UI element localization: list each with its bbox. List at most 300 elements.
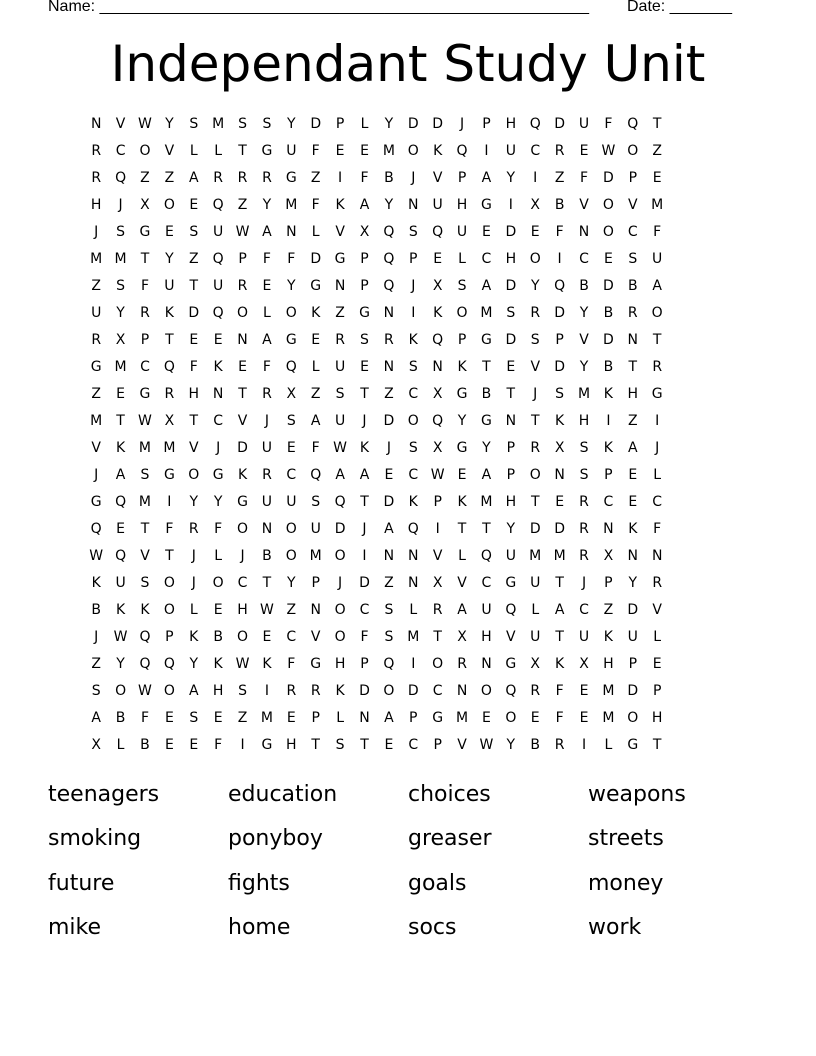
- grid-letter: G: [359, 305, 370, 321]
- grid-letter: C: [481, 575, 492, 591]
- grid-letter: M: [114, 359, 127, 375]
- grid-letter: L: [189, 143, 198, 159]
- grid-letter: D: [432, 116, 444, 132]
- grid-letter: Y: [506, 521, 516, 537]
- grid-letter: O: [334, 602, 346, 618]
- grid-row: [84, 249, 732, 276]
- grid-letter: Y: [287, 278, 296, 294]
- grid-letter: K: [408, 332, 418, 348]
- grid-letter: N: [90, 116, 102, 132]
- grid-letter: S: [506, 305, 516, 321]
- grid-letter: P: [165, 629, 174, 645]
- grid-letter: S: [579, 440, 589, 456]
- grid-letter: J: [581, 575, 587, 591]
- grid-letter: K: [555, 413, 565, 429]
- grid-letter: K: [628, 521, 638, 537]
- grid-letter: C: [627, 224, 638, 240]
- grid-letter: Q: [432, 224, 444, 240]
- grid-letter: J: [411, 278, 416, 294]
- grid-letter: I: [533, 170, 538, 186]
- grid-letter: K: [457, 494, 467, 510]
- grid-row: [84, 654, 732, 681]
- grid-letter: T: [652, 332, 662, 348]
- grid-letter: B: [481, 386, 492, 402]
- grid-letter: Y: [189, 656, 199, 672]
- word-list-item: work: [588, 914, 642, 940]
- grid-letter: D: [310, 116, 322, 132]
- grid-letter: V: [164, 143, 175, 159]
- grid-letter: C: [408, 467, 419, 483]
- grid-letter: Z: [188, 251, 199, 267]
- grid-letter: O: [163, 602, 175, 618]
- grid-row: [84, 600, 732, 627]
- grid-letter: Z: [91, 656, 101, 672]
- grid-letter: O: [627, 143, 639, 159]
- grid-letter: H: [286, 737, 297, 753]
- grid-letter: M: [382, 143, 395, 159]
- grid-letter: I: [240, 737, 245, 753]
- grid-letter: Q: [115, 170, 127, 186]
- grid-letter: K: [189, 629, 199, 645]
- grid-row: [84, 573, 732, 600]
- grid-row: [84, 519, 732, 546]
- grid-letter: R: [286, 683, 297, 699]
- grid-letter: R: [554, 143, 565, 159]
- grid-letter: J: [94, 629, 99, 645]
- grid-letter: G: [163, 467, 175, 483]
- grid-letter: O: [115, 683, 127, 699]
- grid-letter: Z: [237, 710, 248, 726]
- grid-letter: O: [285, 305, 297, 321]
- grid-row: [84, 330, 732, 357]
- grid-letter: X: [91, 737, 101, 753]
- grid-letter: M: [163, 440, 176, 456]
- grid-letter: X: [457, 629, 467, 645]
- grid-letter: H: [188, 386, 200, 402]
- grid-letter: M: [480, 305, 493, 321]
- grid-letter: P: [360, 251, 369, 267]
- grid-letter: Y: [384, 197, 394, 213]
- grid-letter: D: [505, 278, 517, 294]
- grid-letter: U: [261, 440, 273, 456]
- grid-letter: P: [482, 116, 491, 132]
- grid-letter: O: [505, 710, 517, 726]
- grid-letter: P: [360, 278, 369, 294]
- grid-letter: P: [652, 683, 662, 699]
- grid-letter: I: [606, 413, 611, 429]
- grid-letter: G: [432, 710, 444, 726]
- grid-letter: F: [287, 251, 296, 267]
- grid-letter: O: [285, 521, 297, 537]
- grid-letter: P: [335, 116, 345, 132]
- grid-row: [84, 492, 732, 519]
- grid-letter: Q: [432, 413, 444, 429]
- grid-letter: R: [91, 332, 102, 348]
- grid-letter: M: [651, 197, 664, 213]
- grid-letter: E: [164, 710, 174, 726]
- grid-letter: L: [263, 305, 271, 321]
- grid-letter: O: [188, 467, 200, 483]
- grid-letter: Z: [286, 602, 297, 618]
- grid-letter: J: [338, 575, 343, 591]
- grid-letter: C: [579, 251, 589, 267]
- grid-letter: Y: [116, 305, 125, 321]
- grid-letter: P: [628, 170, 638, 186]
- grid-letter: A: [188, 170, 199, 186]
- grid-letter: G: [139, 386, 151, 402]
- grid-letter: R: [652, 359, 663, 375]
- grid-letter: K: [457, 359, 467, 375]
- grid-letter: C: [481, 251, 492, 267]
- grid-letter: M: [90, 251, 103, 267]
- grid-letter: U: [530, 575, 541, 591]
- grid-letter: T: [311, 737, 320, 753]
- grid-letter: R: [579, 494, 589, 510]
- grid-letter: Y: [579, 359, 589, 375]
- grid-letter: P: [238, 251, 247, 267]
- grid-letter: J: [191, 575, 196, 591]
- grid-letter: W: [235, 224, 250, 240]
- grid-letter: B: [603, 359, 614, 375]
- grid-letter: N: [359, 710, 370, 726]
- grid-letter: S: [140, 575, 150, 591]
- grid-letter: F: [287, 656, 296, 672]
- grid-letter: Z: [603, 602, 614, 618]
- grid-letter: R: [164, 386, 175, 402]
- grid-letter: D: [603, 332, 614, 348]
- grid-letter: T: [530, 413, 540, 429]
- grid-letter: P: [311, 575, 320, 591]
- grid-letter: Q: [432, 332, 444, 348]
- grid-letter: H: [651, 710, 663, 726]
- grid-letter: S: [116, 278, 126, 294]
- grid-letter: Q: [139, 629, 151, 645]
- grid-letter: U: [310, 521, 321, 537]
- grid-letter: R: [530, 683, 541, 699]
- grid-letter: P: [506, 467, 516, 483]
- grid-letter: N: [603, 521, 614, 537]
- grid-letter: C: [359, 602, 370, 618]
- grid-letter: E: [116, 386, 126, 402]
- grid-letter: W: [333, 440, 348, 456]
- grid-letter: S: [189, 710, 199, 726]
- grid-letter: Q: [115, 494, 127, 510]
- grid-letter: E: [335, 143, 345, 159]
- grid-letter: E: [530, 224, 540, 240]
- word-list-item: choices: [408, 782, 491, 807]
- grid-row: [84, 735, 732, 762]
- grid-letter: H: [456, 197, 468, 213]
- grid-letter: E: [213, 332, 223, 348]
- grid-letter: U: [432, 197, 443, 213]
- grid-letter: R: [213, 170, 224, 186]
- grid-letter: L: [653, 629, 662, 645]
- grid-letter: M: [602, 683, 615, 699]
- grid-letter: U: [115, 575, 126, 591]
- grid-letter: X: [530, 197, 541, 213]
- grid-letter: N: [432, 359, 443, 375]
- grid-letter: A: [384, 521, 394, 537]
- grid-letter: Z: [310, 170, 321, 186]
- grid-letter: C: [408, 386, 419, 402]
- grid-letter: C: [530, 143, 541, 159]
- grid-letter: P: [604, 575, 613, 591]
- grid-letter: V: [506, 629, 516, 645]
- grid-letter: R: [384, 332, 394, 348]
- word-list-item: socs: [408, 914, 457, 940]
- grid-letter: G: [456, 386, 468, 402]
- grid-letter: F: [140, 710, 149, 726]
- grid-letter: U: [334, 413, 346, 429]
- grid-letter: G: [90, 359, 102, 375]
- grid-letter: O: [285, 548, 297, 564]
- grid-letter: E: [164, 224, 174, 240]
- grid-letter: F: [189, 359, 198, 375]
- grid-letter: Y: [530, 278, 540, 294]
- grid-letter: B: [262, 548, 272, 564]
- grid-letter: E: [238, 359, 247, 375]
- grid-letter: Q: [163, 359, 175, 375]
- grid-letter: E: [628, 494, 638, 510]
- grid-letter: R: [140, 305, 150, 321]
- grid-letter: G: [481, 413, 492, 429]
- grid-letter: H: [237, 602, 248, 618]
- grid-letter: E: [482, 224, 491, 240]
- grid-letter: Y: [262, 197, 272, 213]
- grid-letter: V: [91, 440, 101, 456]
- grid-letter: S: [555, 386, 565, 402]
- page-title: Independant Study Unit: [110, 35, 706, 93]
- grid-letter: X: [115, 332, 126, 348]
- grid-letter: J: [362, 521, 367, 537]
- grid-letter: B: [530, 737, 541, 753]
- grid-letter: T: [360, 737, 369, 753]
- grid-letter: T: [555, 629, 564, 645]
- grid-letter: O: [139, 143, 151, 159]
- grid-letter: C: [140, 359, 150, 375]
- grid-letter: M: [529, 548, 542, 564]
- grid-letter: M: [138, 440, 152, 456]
- grid-letter: D: [310, 251, 322, 267]
- grid-letter: E: [506, 359, 516, 375]
- grid-letter: N: [383, 548, 395, 564]
- grid-letter: L: [653, 467, 662, 483]
- grid-letter: Q: [383, 656, 395, 672]
- word-list-item: future: [48, 870, 115, 896]
- grid-letter: S: [408, 359, 418, 375]
- grid-letter: L: [311, 224, 320, 240]
- grid-letter: E: [530, 710, 540, 726]
- grid-letter: E: [262, 629, 272, 645]
- grid-letter: R: [627, 305, 638, 321]
- grid-letter: Y: [287, 575, 296, 591]
- grid-letter: E: [433, 251, 443, 267]
- word-list-item: teenagers: [48, 782, 160, 807]
- grid-letter: O: [456, 305, 468, 321]
- grid-letter: P: [457, 332, 467, 348]
- grid-letter: S: [335, 737, 345, 753]
- grid-letter: E: [482, 710, 491, 726]
- grid-letter: W: [235, 656, 250, 672]
- grid-row: [84, 411, 732, 438]
- word-list-item: home: [228, 914, 291, 940]
- grid-letter: T: [652, 116, 662, 132]
- grid-letter: A: [115, 467, 126, 483]
- grid-letter: D: [603, 278, 614, 294]
- grid-letter: V: [115, 116, 126, 132]
- grid-letter: S: [286, 413, 296, 429]
- grid-letter: M: [407, 629, 420, 645]
- grid-letter: T: [140, 521, 150, 537]
- grid-letter: R: [335, 332, 345, 348]
- grid-letter: K: [140, 602, 150, 618]
- grid-letter: J: [362, 413, 367, 429]
- grid-letter: G: [212, 467, 224, 483]
- grid-letter: Q: [456, 143, 468, 159]
- grid-letter: G: [651, 386, 663, 402]
- grid-letter: H: [212, 683, 224, 699]
- grid-row: [84, 438, 732, 465]
- grid-letter: M: [90, 413, 103, 429]
- grid-letter: E: [286, 440, 296, 456]
- grid-letter: L: [458, 251, 466, 267]
- word-list-item: fights: [228, 870, 290, 896]
- grid-letter: O: [163, 575, 175, 591]
- grid-letter: Q: [163, 656, 175, 672]
- grid-letter: J: [386, 440, 391, 456]
- grid-letter: A: [457, 602, 467, 618]
- grid-letter: N: [408, 575, 419, 591]
- grid-letter: D: [383, 494, 395, 510]
- grid-letter: N: [651, 548, 663, 564]
- grid-letter: R: [91, 143, 102, 159]
- grid-letter: I: [655, 413, 660, 429]
- grid-letter: B: [627, 278, 638, 294]
- grid-letter: E: [189, 737, 199, 753]
- grid-letter: F: [653, 224, 662, 240]
- grid-letter: Z: [554, 170, 565, 186]
- grid-letter: O: [237, 305, 249, 321]
- grid-letter: K: [335, 683, 345, 699]
- grid-letter: Q: [212, 305, 224, 321]
- grid-letter: U: [164, 278, 175, 294]
- grid-letter: U: [456, 224, 468, 240]
- grid-letter: C: [237, 575, 248, 591]
- grid-letter: H: [334, 656, 346, 672]
- grid-letter: Z: [91, 278, 101, 294]
- grid-letter: S: [311, 494, 321, 510]
- grid-letter: N: [261, 521, 273, 537]
- grid-letter: W: [601, 143, 616, 159]
- grid-letter: E: [579, 143, 589, 159]
- grid-letter: S: [262, 116, 272, 132]
- grid-letter: G: [456, 440, 468, 456]
- grid-letter: V: [188, 440, 199, 456]
- grid-letter: A: [481, 170, 492, 186]
- grid-letter: G: [285, 332, 297, 348]
- grid-letter: D: [383, 413, 395, 429]
- grid-letter: P: [409, 710, 418, 726]
- grid-letter: S: [140, 467, 150, 483]
- grid-letter: T: [116, 413, 125, 429]
- grid-letter: V: [310, 629, 321, 645]
- grid-letter: W: [430, 467, 445, 483]
- grid-letter: H: [505, 116, 517, 132]
- grid-letter: V: [628, 197, 638, 213]
- grid-letter: T: [238, 386, 247, 402]
- grid-letter: K: [164, 305, 174, 321]
- grid-letter: P: [604, 467, 613, 483]
- grid-letter: H: [481, 629, 492, 645]
- grid-letter: F: [262, 251, 271, 267]
- grid-letter: L: [214, 548, 223, 564]
- grid-letter: D: [407, 683, 419, 699]
- grid-letter: A: [554, 602, 565, 618]
- grid-row: [84, 357, 732, 384]
- grid-letter: J: [240, 548, 245, 564]
- grid-letter: N: [408, 197, 419, 213]
- grid-letter: T: [555, 575, 564, 591]
- grid-letter: S: [360, 332, 369, 348]
- grid-letter: O: [651, 305, 663, 321]
- grid-letter: F: [214, 521, 223, 537]
- grid-letter: S: [384, 602, 394, 618]
- grid-letter: Y: [165, 251, 174, 267]
- grid-letter: T: [506, 386, 516, 402]
- grid-letter: Z: [335, 305, 345, 321]
- grid-letter: Q: [383, 224, 395, 240]
- grid-letter: K: [603, 386, 613, 402]
- grid-letter: F: [140, 278, 149, 294]
- grid-letter: K: [359, 440, 370, 456]
- grid-row: [84, 222, 732, 249]
- grid-letter: M: [260, 710, 273, 726]
- grid-letter: D: [529, 521, 541, 537]
- grid-letter: T: [360, 494, 369, 510]
- grid-letter: V: [432, 548, 443, 564]
- grid-letter: Z: [627, 413, 638, 429]
- grid-letter: G: [481, 332, 492, 348]
- grid-letter: G: [505, 575, 517, 591]
- grid-letter: K: [433, 305, 443, 321]
- grid-letter: R: [262, 467, 272, 483]
- grid-letter: G: [285, 170, 297, 186]
- grid-letter: G: [310, 656, 322, 672]
- grid-letter: L: [116, 737, 125, 753]
- grid-letter: S: [408, 440, 418, 456]
- word-list-item: money: [588, 870, 664, 896]
- grid-letter: M: [138, 494, 152, 510]
- word-list-item: smoking: [48, 826, 142, 852]
- grid-letter: F: [214, 737, 223, 753]
- grid-letter: Q: [285, 359, 297, 375]
- grid-letter: S: [530, 332, 540, 348]
- word-list-item: mike: [48, 914, 102, 940]
- grid-letter: M: [309, 548, 322, 564]
- grid-letter: I: [484, 143, 489, 159]
- grid-letter: U: [505, 143, 516, 159]
- grid-letter: A: [188, 683, 199, 699]
- grid-letter: K: [262, 656, 272, 672]
- grid-letter: R: [457, 656, 467, 672]
- grid-letter: D: [627, 683, 639, 699]
- grid-letter: U: [627, 629, 638, 645]
- grid-letter: G: [90, 494, 102, 510]
- grid-letter: B: [140, 737, 150, 753]
- grid-letter: M: [456, 710, 469, 726]
- grid-letter: W: [138, 683, 152, 699]
- grid-letter: E: [116, 521, 126, 537]
